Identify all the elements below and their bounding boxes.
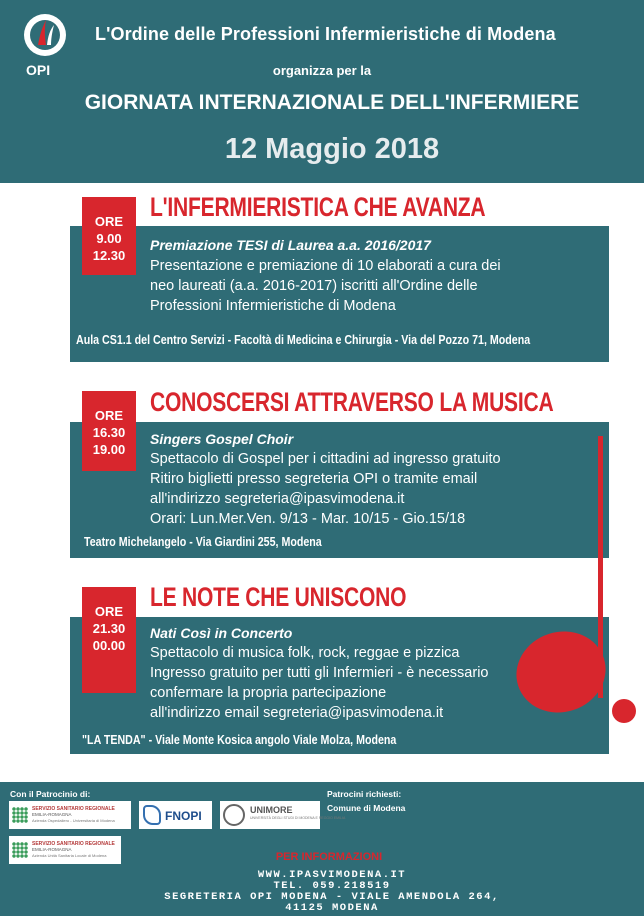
event-2-time-end: 19.00 bbox=[92, 442, 126, 457]
event-3-time-end: 00.00 bbox=[92, 638, 126, 653]
event-3-time-start: 21.30 bbox=[92, 621, 126, 636]
fnopi-mark-icon bbox=[143, 805, 161, 825]
organization-title: L'Ordine delle Professioni Infermieristiche di Modena bbox=[95, 24, 556, 44]
patronage-label: Con il Patrocinio di: bbox=[10, 789, 91, 799]
ssr-modena-hospital-logo bbox=[9, 801, 131, 829]
event-3-line: Ingresso gratuito per tutti gli Infermieri - è necessario bbox=[150, 665, 489, 681]
event-1-line: Professioni Infermieristiche di Modena bbox=[150, 298, 396, 314]
event-1-time-end: 12.30 bbox=[92, 248, 126, 263]
ssr-logo-region: EMILIA-ROMAGNA bbox=[32, 812, 72, 817]
ssr-logo-text: SERVIZIO SANITARIO REGIONALE bbox=[32, 841, 115, 847]
event-2-line: Ritiro biglietti presso segreteria OPI o tramite email bbox=[150, 471, 478, 487]
event-2-line: Orari: Lun.Mer.Ven. 9/13 - Mar. 10/15 - Gio.15/18 bbox=[150, 511, 466, 527]
event-2-title: CONOSCERSI ATTRAVERSO LA MUSICA bbox=[150, 387, 554, 417]
event-2-line: all'indirizzo segreteria@ipasvimodena.it bbox=[150, 491, 405, 507]
event-2-time-label: ORE bbox=[94, 408, 124, 423]
info-address: SEGRETERIA OPI MODENA - VIALE AMENDOLA 264, bbox=[164, 891, 500, 903]
event-3-description bbox=[150, 643, 488, 723]
event-1-description bbox=[150, 256, 501, 316]
ssr-logo-entity: Azienda Ospedaliero - Universitaria di Modena bbox=[32, 818, 115, 823]
event-3-venue: "LA TENDA" - Viale Monte Kosica angolo Viale Molza, Modena bbox=[82, 732, 397, 747]
event-1-title: L'INFERMIERISTICA CHE AVANZA bbox=[150, 192, 486, 222]
ssr-logo-region: EMILIA-ROMAGNA bbox=[32, 847, 72, 852]
event-date: 12 Maggio 2018 bbox=[224, 133, 440, 165]
info-website-link[interactable]: WWW.IPASVIMODENA.IT bbox=[257, 869, 407, 881]
ssr-logo-text: SERVIZIO SANITARIO REGIONALE bbox=[32, 806, 115, 812]
unimore-seal-icon bbox=[223, 804, 245, 826]
info-phone: TEL. 059.218519 bbox=[273, 880, 391, 892]
logo-text: OPI bbox=[26, 62, 51, 78]
event-1-time-start: 9.00 bbox=[96, 231, 122, 246]
music-note-dot-icon bbox=[612, 699, 636, 723]
event-3-line: all'indirizzo email segreteria@ipasvimodena.it bbox=[150, 705, 444, 721]
event-title: GIORNATA INTERNAZIONALE DELL'INFERMIERE bbox=[84, 91, 580, 114]
event-2-subtitle: Singers Gospel Choir bbox=[150, 431, 294, 447]
unimore-logo-text: UNIMORE bbox=[250, 805, 293, 815]
event-1-subtitle: Premiazione TESI di Laurea a.a. 2016/2017 bbox=[150, 237, 431, 253]
event-1-venue: Aula CS1.1 del Centro Servizi - Facoltà di Medicina e Chirurgia - Via del Pozzo 71, Modena bbox=[76, 332, 531, 347]
info-title: PER INFORMAZIONI bbox=[275, 851, 383, 863]
event-1-line: neo laureati (a.a. 2016-2017) iscritti all'Ordine delle bbox=[150, 278, 478, 294]
event-3-line: confermare la propria partecipazione bbox=[150, 685, 387, 701]
event-2-description bbox=[150, 449, 501, 529]
event-2-venue: Teatro Michelangelo - Via Giardini 255, Modena bbox=[84, 534, 322, 549]
unimore-logo bbox=[220, 801, 346, 829]
info-city: 41125 MODENA bbox=[285, 902, 379, 914]
fnopi-logo-text: FNOPI bbox=[165, 809, 202, 823]
event-3-time-label: ORE bbox=[94, 604, 124, 619]
event-3-subtitle: Nati Così in Concerto bbox=[150, 625, 293, 641]
event-1-line: Presentazione e premiazione di 10 elaborati a cura dei bbox=[150, 258, 501, 274]
requested-patronage-label: Patrocini richiesti: bbox=[327, 789, 402, 799]
event-1-time-box bbox=[82, 197, 136, 275]
ssr-dots-icon bbox=[12, 807, 28, 823]
ssr-logo-entity: Azienda Unità Sanitaria Locale di Modena bbox=[32, 853, 107, 858]
event-1-time-label: ORE bbox=[94, 214, 124, 229]
opi-logo-icon bbox=[20, 12, 70, 58]
requested-patronage-value: Comune di Modena bbox=[327, 803, 406, 813]
event-3-line: Spettacolo di musica folk, rock, reggae e pizzica bbox=[150, 645, 460, 661]
organizes-text: organizza per la bbox=[272, 63, 372, 78]
event-3-time-box bbox=[82, 587, 136, 693]
fnopi-logo bbox=[139, 801, 212, 829]
event-3-title: LE NOTE CHE UNISCONO bbox=[150, 582, 407, 612]
event-2-time-box bbox=[82, 391, 136, 471]
unimore-logo-subtext: UNIVERSITÀ DEGLI STUDI DI MODENA E REGGIO EMILIA bbox=[250, 816, 346, 820]
event-2-time-start: 16.30 bbox=[92, 425, 126, 440]
event-2-line: Spettacolo di Gospel per i cittadini ad ingresso gratuito bbox=[150, 451, 501, 467]
